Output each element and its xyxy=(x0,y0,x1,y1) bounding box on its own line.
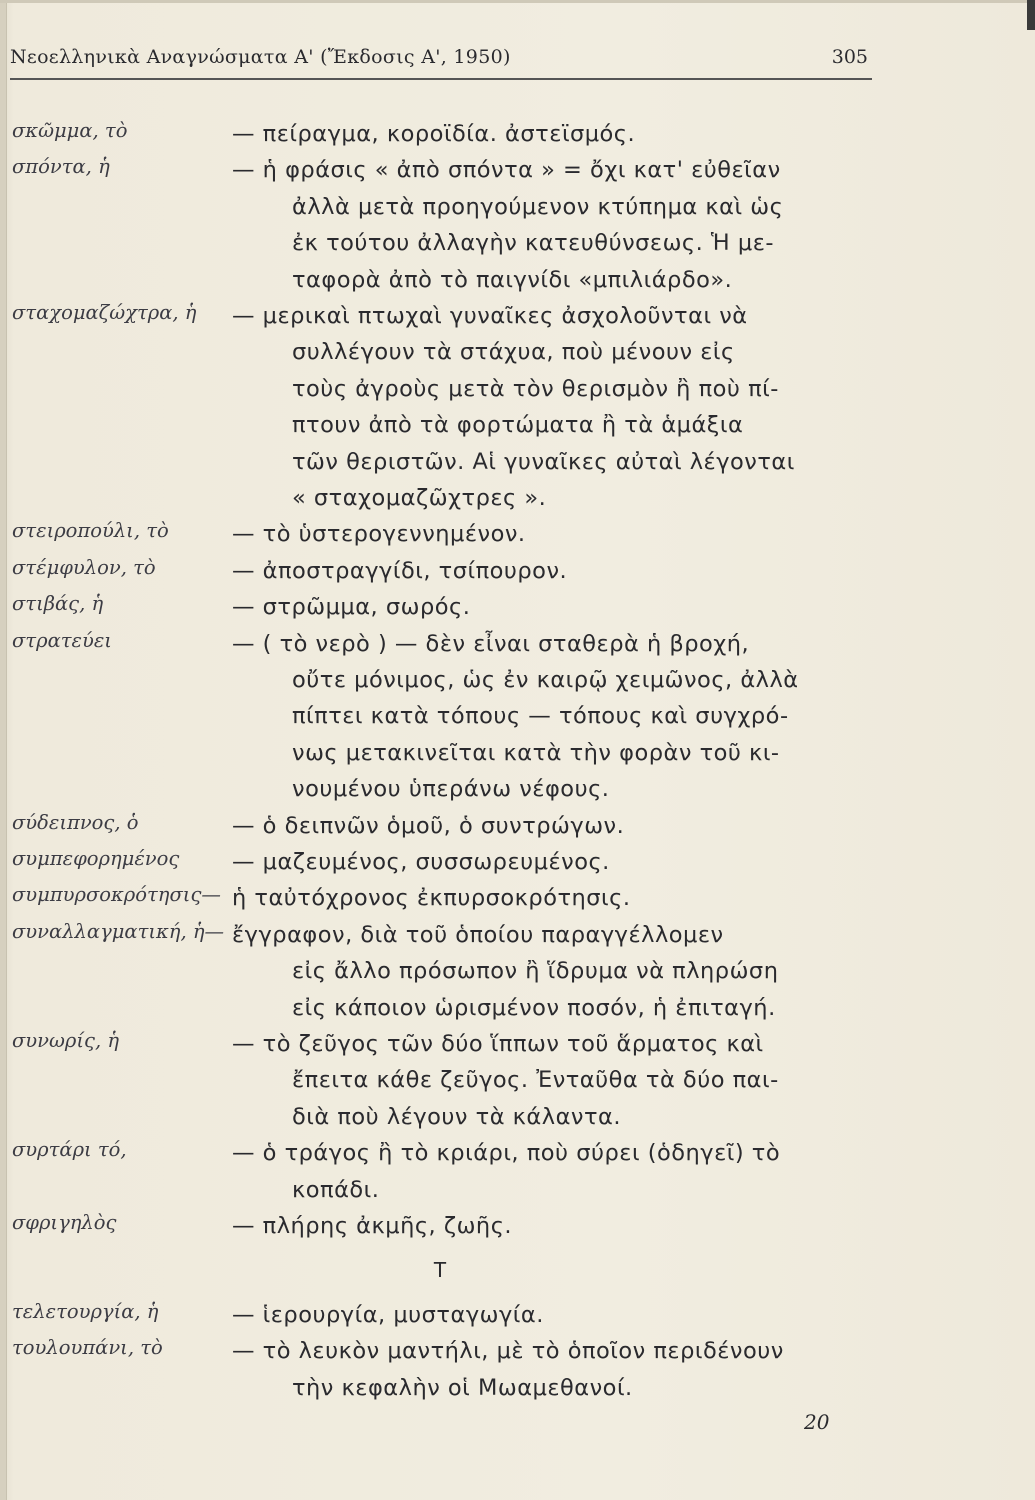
definition-line: νουμένου ὑπεράνω νέφους. xyxy=(292,776,610,803)
entry-definition xyxy=(232,880,882,916)
definition-line: — πείραγμα, κοροϊδία. ἀστεϊσμός. xyxy=(232,121,636,147)
entry-definition xyxy=(232,1026,882,1135)
entry-term: συμπεφορημένος xyxy=(12,847,180,870)
definition-line: — ἱερουργία, μυσταγωγία. xyxy=(232,1302,544,1328)
entry-definition xyxy=(232,1333,882,1406)
entry-term: τελετουργία, ἡ xyxy=(12,1300,159,1323)
entry-definition xyxy=(232,1297,882,1333)
entry-term: σταχομαζώχτρα, ἡ xyxy=(12,301,197,324)
definition-line: — μαζευμένος, συσσωρευμένος. xyxy=(232,849,610,875)
definition-line: ἔπειτα κάθε ζεῦγος. Ἐνταῦθα τὰ δύο παι- xyxy=(292,1067,779,1094)
entry-term: στιβάς, ἡ xyxy=(12,592,104,616)
definition-line: συλλέγουν τὰ στάχυα, ποὺ μένουν εἰς xyxy=(292,339,735,366)
entry-term: στέμφυλον, τὸ xyxy=(12,555,156,579)
definition-line: διὰ ποὺ λέγουν τὰ κάλαντα. xyxy=(292,1103,622,1130)
definition-line: τῶν θεριστῶν. Αἱ γυναῖκες αὐταὶ λέγονται xyxy=(292,448,795,475)
definition-line: — στρῶμμα, σωρός. xyxy=(232,594,471,621)
definition-line: — τὸ ζεῦγος τῶν δύο ἵππων τοῦ ἅρματος καὶ xyxy=(232,1031,764,1057)
entry-term: σφριγηλὸς xyxy=(12,1211,117,1234)
definition-line: εἰς κάποιον ὡρισμένον ποσόν, ἡ ἐπιταγή. xyxy=(292,994,776,1021)
definition-line: ἔγγραφον, διὰ τοῦ ὁποίου παραγγέλλομεν xyxy=(232,921,724,948)
definition-line: ἀλλὰ μετὰ προηγούμενον κτύπημα καὶ ὡς xyxy=(292,193,784,220)
definition-line: — τὸ ὑστερογεννημένον. xyxy=(232,521,526,548)
entry-definition xyxy=(232,626,882,808)
page-number: 305 xyxy=(831,46,868,68)
entry-term: στειροπούλι, τὸ xyxy=(12,519,169,543)
definition-line: — πλήρης ἀκμῆς, ζωῆς. xyxy=(232,1213,513,1239)
page-top-edge xyxy=(0,0,1035,3)
definition-line: τοὺς ἀγροὺς μετὰ τὸν θερισμὸν ἢ ποὺ πί- xyxy=(292,375,779,402)
entry-definition xyxy=(232,589,882,625)
definition-line: — τὸ λευκὸν μαντήλι, μὲ τὸ ὁποῖον περιδένουν xyxy=(232,1338,784,1365)
definition-line: πτουν ἀπὸ τὰ φορτώματα ἢ τὰ ἁμάξια xyxy=(292,412,744,439)
definition-line: ἡ ταὐτόχρονος ἐκπυρσοκρότησις. xyxy=(232,885,631,912)
page-gutter xyxy=(0,0,7,1500)
definition-line: πίπτει κατὰ τόπους — τόπους καὶ συγχρό- xyxy=(292,703,789,730)
entry-definition xyxy=(232,298,882,516)
definition-line: ταφορὰ ἀπὸ τὸ παιγνίδι «μπιλιάρδο». xyxy=(292,266,733,293)
definition-line: — ( τὸ νερὸ ) — δὲν εἶναι σταθερὰ ἡ βροχή, xyxy=(232,630,750,657)
entry-definition xyxy=(232,516,882,552)
entry-term: σύδειπνος, ὁ xyxy=(12,810,139,834)
entry-term: συμπυρσοκρότησις— xyxy=(12,883,221,907)
section-letter: Τ xyxy=(433,1258,447,1282)
running-header xyxy=(10,44,872,80)
definition-line: — ἡ φράσις « ἀπὸ σπόντα » = ὄχι κατ' εὐθεῖαν xyxy=(232,157,781,184)
entry-definition xyxy=(232,808,882,844)
entry-term: τουλουπάνι, τὸ xyxy=(12,1336,163,1360)
definition-line: — ὁ δειπνῶν ὁμοῦ, ὁ συντρώγων. xyxy=(232,812,625,839)
entry-definition xyxy=(232,152,882,298)
definition-line: ἐκ τούτου ἀλλαγὴν κατευθύνσεως. Ἡ με- xyxy=(292,230,774,257)
definition-line: κοπάδι. xyxy=(292,1176,380,1203)
signature-number: 20 xyxy=(804,1410,830,1434)
entry-definition xyxy=(232,844,882,880)
definition-line: « σταχομαζῶχτρες ». xyxy=(292,485,547,512)
definition-line: — ὁ τράγος ἢ τὸ κριάρι, ποὺ σύρει (ὁδηγεῖ) τὸ xyxy=(232,1140,781,1167)
entry-term: συνωρίς, ἡ xyxy=(12,1029,120,1052)
entry-definition xyxy=(232,553,882,589)
header-title: Νεοελληνικὰ Αναγνώσματα Α' (Ἔκδοσις Α', 1950) xyxy=(10,46,511,68)
definition-line: οὔτε μόνιμος, ὡς ἐν καιρῷ χειμῶνος, ἀλλὰ xyxy=(292,667,799,693)
definition-line: νως μετακινεῖται κατὰ τὴν φορὰν τοῦ κι- xyxy=(292,739,780,766)
entry-term: σπόντα, ἡ xyxy=(12,155,110,179)
entry-definition xyxy=(232,116,882,152)
definition-line: — μερικαὶ πτωχαὶ γυναῖκες ἀσχολοῦνται νὰ xyxy=(232,303,748,329)
entry-term: σκῶμμα, τὸ xyxy=(12,119,128,142)
scan-corner-mark xyxy=(1027,0,1035,30)
definition-line: εἰς ἄλλο πρόσωπον ἢ ἵδρυμα νὰ πληρώση xyxy=(292,958,779,985)
entry-definition xyxy=(232,917,882,1026)
entry-definition xyxy=(232,1208,882,1244)
entry-term: συρτάρι τό, xyxy=(12,1138,127,1162)
definition-line: τὴν κεφαλὴν οἱ Μωαμεθανοί. xyxy=(292,1374,633,1401)
entry-term: συναλλαγματική, ἡ— xyxy=(12,919,225,943)
entry-term: στρατεύει xyxy=(12,628,112,652)
entry-definition xyxy=(232,1135,882,1208)
definition-line: — ἀποστραγγίδι, τσίπουρον. xyxy=(232,557,568,584)
